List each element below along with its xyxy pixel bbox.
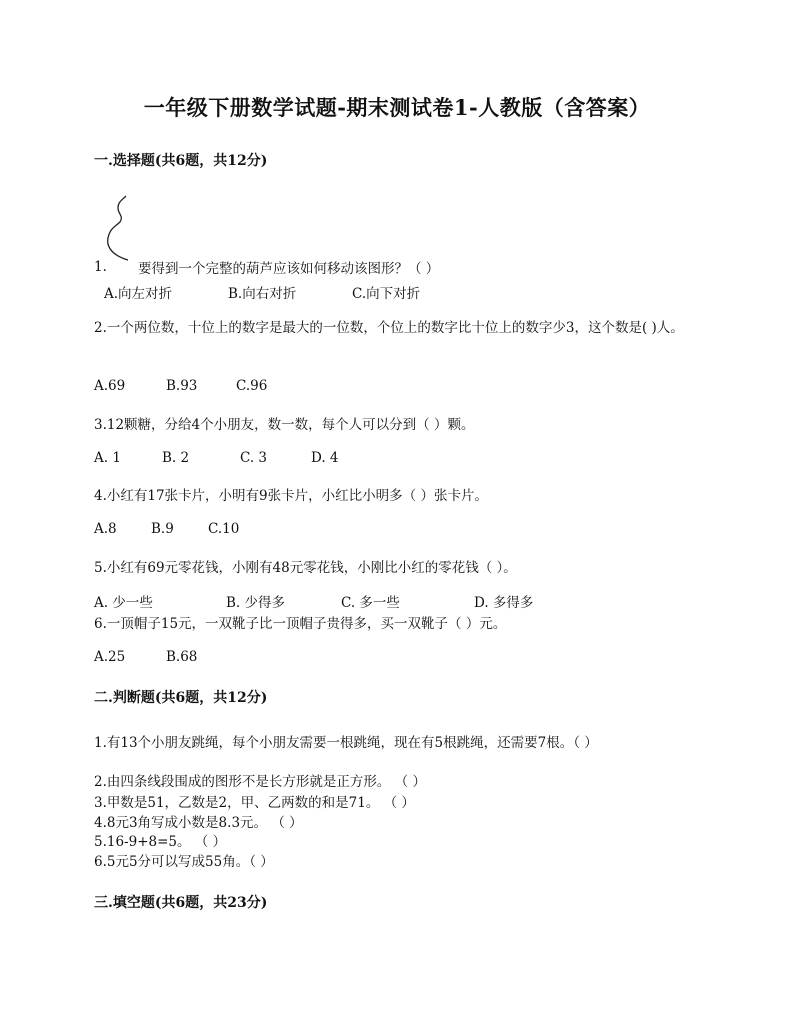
question-text: 5.小红有69元零花钱，小刚有48元零花钱，小刚比小红的零花钱（ ）。 (94, 560, 517, 576)
option: A.69 (94, 378, 126, 394)
question-text: 要得到一个完整的葫芦应该如何移动该图形？（ ） (138, 261, 440, 277)
question-text: 2.一个两位数，十位上的数字是最大的一位数，个位上的数字比十位上的数字少3，这个数是( )人。 (94, 320, 684, 336)
option: C.10 (208, 521, 240, 537)
option: C.向下对折 (352, 286, 421, 302)
section-heading-choice: 一.选择题(共6题，共12分) (94, 153, 268, 169)
option: A.25 (94, 649, 126, 665)
page-title: 一年级下册数学试题-期末测试卷1-人教版（含答案） (143, 95, 651, 120)
option: B. 少得多 (226, 595, 286, 611)
option: B.93 (166, 378, 198, 394)
question-text: 6.一顶帽子15元，一双靴子比一顶帽子贵得多，买一双靴子（ ）元。 (94, 616, 507, 632)
option: D. 4 (311, 450, 339, 466)
judge-question: 2.由四条线段围成的图形不是长方形就是正方形。 （ ） (94, 774, 426, 790)
judge-question: 6.5元5分可以写成55角。（ ） (94, 854, 274, 870)
question-number: 1. (94, 259, 107, 275)
option: B.向右对折 (228, 286, 297, 302)
option: B.9 (151, 521, 174, 537)
question-text: 3.12颗糖，分给4个小朋友，数一数，每个人可以分到（ ）颗。 (94, 417, 475, 433)
option: A. 1 (94, 450, 121, 466)
option: B. 2 (162, 450, 190, 466)
judge-question: 1.有13个小朋友跳绳，每个小朋友需要一根跳绳，现在有5根跳绳，还需要7根。（ ） (94, 735, 598, 751)
option: A.向左对折 (104, 286, 173, 302)
section-heading-fill: 三.填空题(共6题，共23分) (94, 895, 268, 911)
option: A. 少一些 (94, 595, 153, 611)
judge-question: 3.甲数是51，乙数是2，甲、乙两数的和是71。 （ ） (94, 795, 415, 811)
option: C. 3 (240, 450, 268, 466)
question-text: 4.小红有17张卡片，小明有9张卡片，小红比小明多（ ）张卡片。 (94, 488, 488, 504)
judge-question: 4.8元3角写成小数是8.3元。 （ ） (94, 815, 303, 831)
judge-question: 5.16-9+8=5。 （ ） (94, 834, 227, 850)
option: A.8 (94, 521, 117, 537)
option: C.96 (236, 378, 268, 394)
gourd-half-figure (104, 194, 144, 264)
option: B.68 (166, 649, 198, 665)
option: D. 多得多 (474, 595, 534, 611)
option: C. 多一些 (341, 595, 400, 611)
section-heading-judge: 二.判断题(共6题，共12分) (94, 690, 268, 706)
